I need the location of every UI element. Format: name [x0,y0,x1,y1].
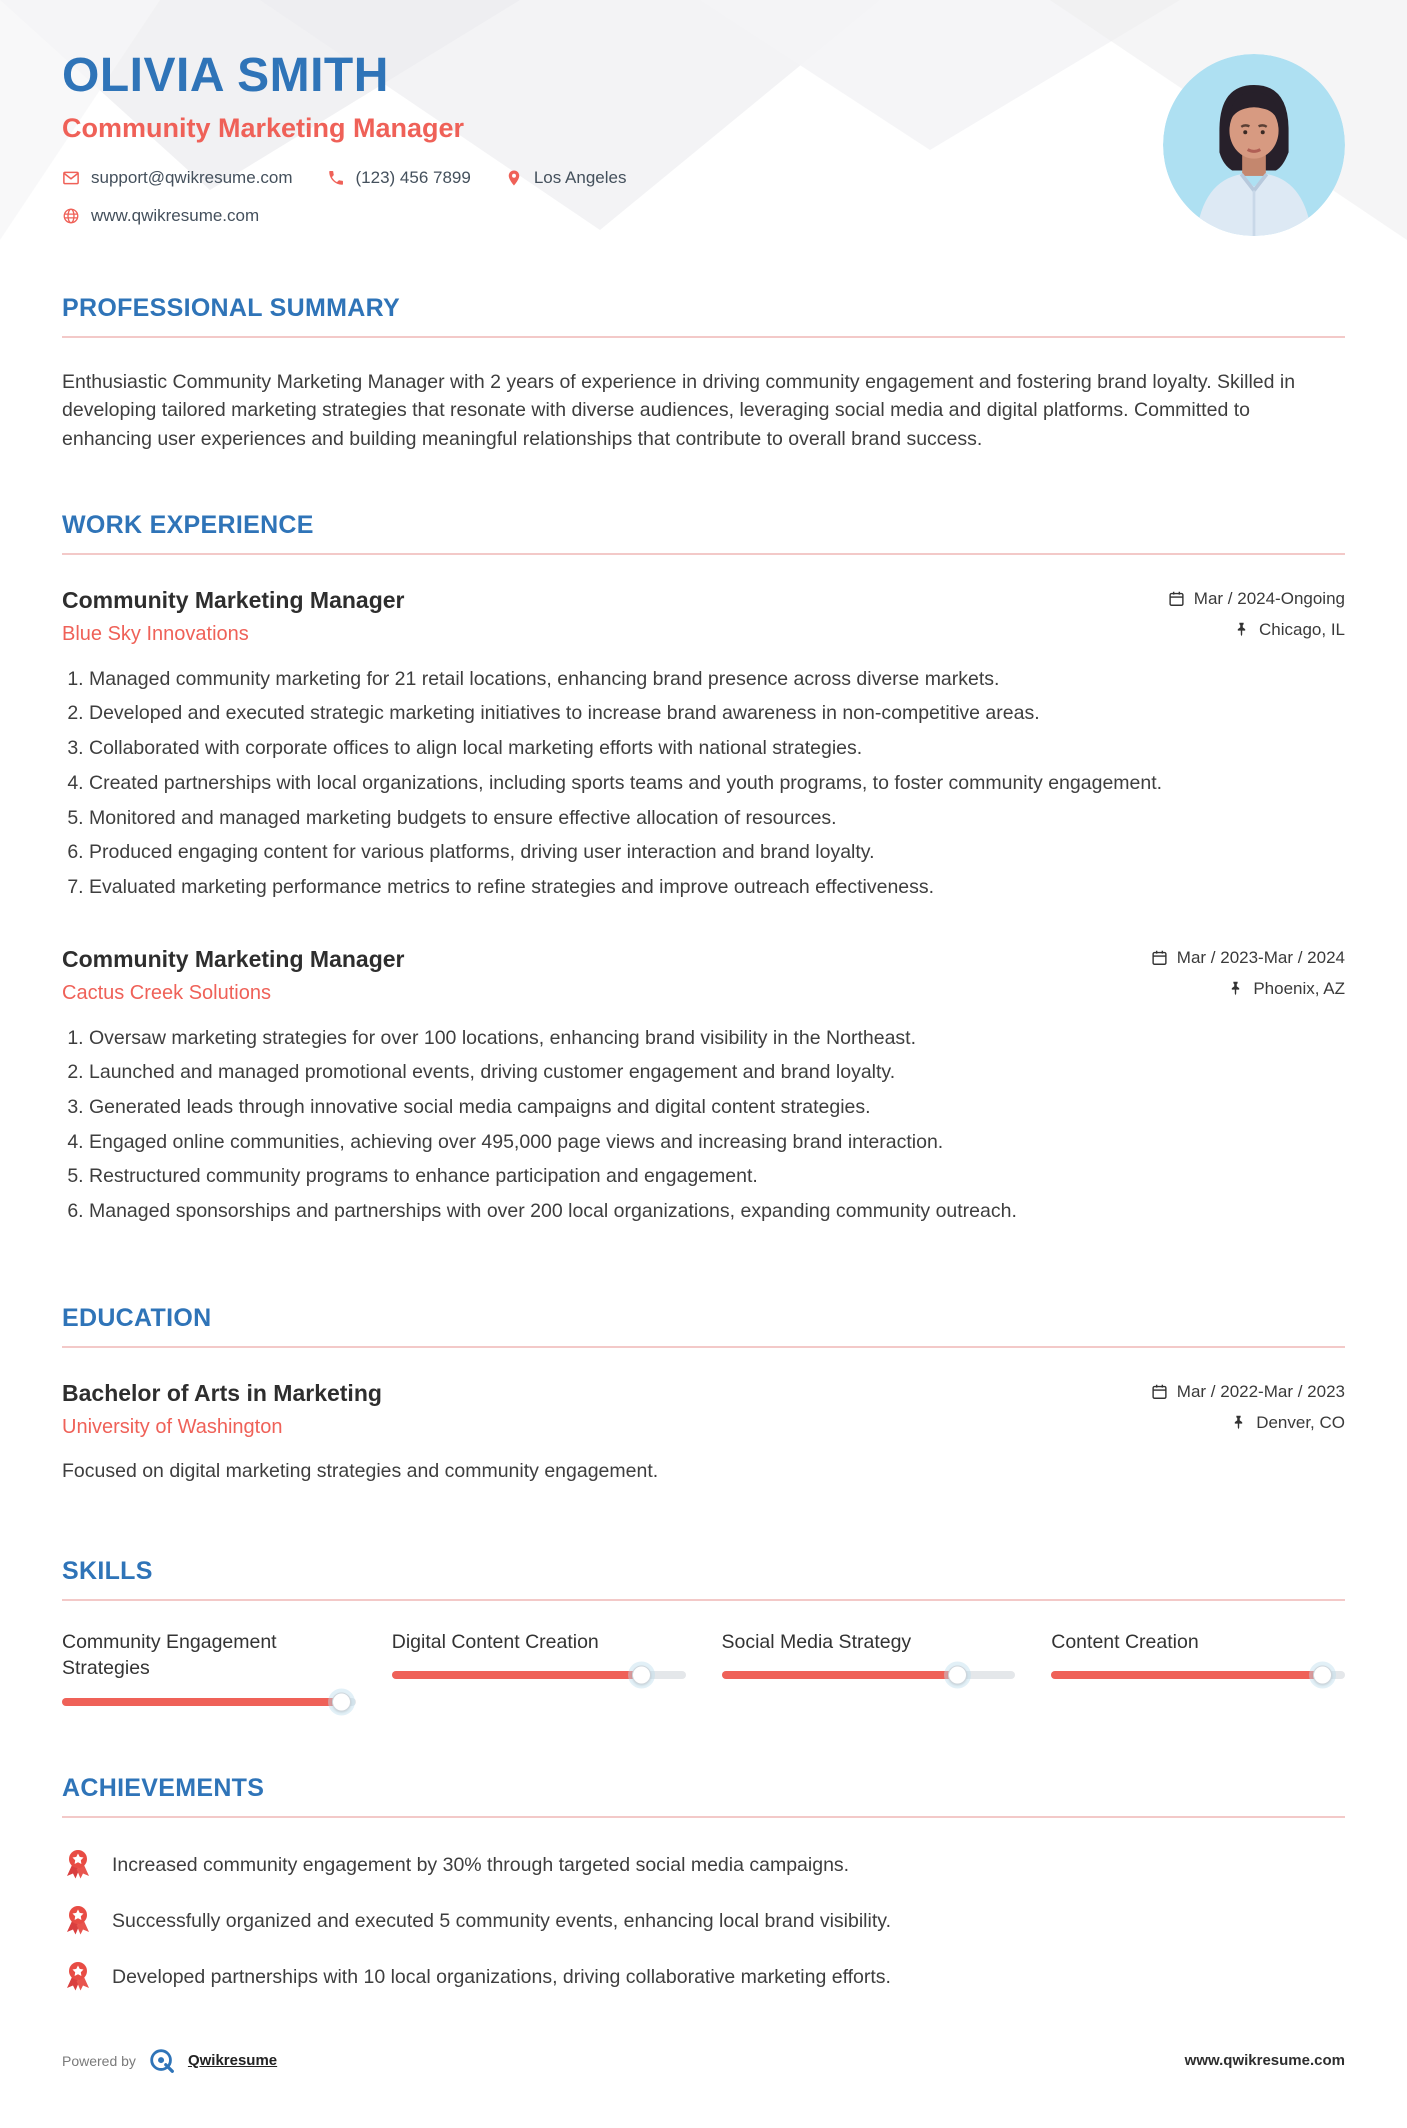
phone-icon [327,169,345,187]
job-bullet: 1. Managed community marketing for 21 retail locations, enhancing brand presence across diverse markets. [89,666,1345,694]
education-title-block [62,1380,382,1439]
skill-item [392,1629,686,1679]
job-location [1168,620,1345,640]
job-header [62,946,1345,1005]
skill-item [722,1629,1016,1679]
section-divider [62,336,1345,338]
skill-name: Community Engagement Strategies [62,1631,277,1680]
header-identity [62,48,626,226]
education-meta [1151,1380,1345,1433]
pushpin-icon [1230,1414,1247,1431]
job-bullet: 3. Collaborated with corporate offices to align local marketing efforts with national strategies. [89,735,1345,763]
job-bullet-list [62,1025,1345,1226]
section-skills [62,1557,1345,1706]
contact-email[interactable] [62,168,293,188]
pushpin-icon [1227,980,1244,997]
contact-email-text: support@qwikresume.com [91,168,293,187]
skill-item [62,1629,356,1706]
education-heading: EDUCATION [62,1303,212,1332]
avatar [1163,54,1345,236]
skill-fill [722,1671,957,1679]
job-title: Community Marketing Manager [62,586,405,613]
section-divider [62,553,1345,555]
job-location [1151,979,1345,999]
award-ribbon-icon [62,1960,94,1992]
job-bullet: 1. Oversaw marketing strategies for over 100 locations, enhancing brand visibility in the Northeast. [89,1025,1345,1053]
envelope-icon [62,169,80,187]
skill-knob [632,1666,651,1685]
job-bullet: 7. Evaluated marketing performance metrics to refine strategies and improve outreach effectiveness. [89,874,1345,902]
skill-bar [1051,1671,1345,1679]
candidate-name: OLIVIA SMITH [62,49,389,102]
contact-website-text: www.qwikresume.com [91,206,260,225]
section-divider [62,1599,1345,1601]
globe-icon [62,207,80,225]
job-bullet: 3. Generated leads through innovative social media campaigns and digital content strategies. [89,1094,1345,1122]
section-divider [62,1816,1345,1818]
powered-by-label: Powered by [62,2052,136,2069]
job-entry [62,946,1345,1226]
job-title: Community Marketing Manager [62,945,405,972]
skill-fill [1051,1671,1321,1679]
skill-name: Digital Content Creation [391,1631,599,1653]
map-pin-icon [505,169,523,187]
job-bullet: 6. Produced engaging content for various platforms, driving user interaction and brand loyalty. [89,839,1345,867]
candidate-title: Community Marketing Manager [62,113,465,143]
skill-name: Social Media Strategy [721,1631,912,1653]
contact-website[interactable] [62,206,259,226]
calendar-icon [1168,590,1185,607]
job-location-text: Chicago, IL [1259,619,1345,639]
section-divider [62,1346,1345,1348]
degree: Bachelor of Arts in Marketing [62,1379,382,1406]
job-dates [1151,948,1345,968]
job-location-text: Phoenix, AZ [1253,978,1345,998]
job-bullet: 5. Monitored and managed marketing budgets to ensure effective allocation of resources. [89,805,1345,833]
contact-location-text: Los Angeles [533,168,627,187]
skill-bar [722,1671,1016,1679]
education-dates-text: Mar / 2022-Mar / 2023 [1176,1381,1345,1401]
skill-item [1051,1629,1345,1679]
job-meta [1168,587,1345,640]
skill-knob [332,1692,351,1711]
skill-fill [62,1698,341,1706]
education-location [1151,1413,1345,1433]
job-bullet: 4. Engaged online communities, achieving over 495,000 page views and increasing brand interaction. [89,1129,1345,1157]
section-achievements [62,1774,1345,1992]
contact-location [505,168,627,188]
job-title-block [62,946,405,1005]
qwikresume-logo [147,2046,177,2076]
avatar-illustration [1163,54,1345,236]
job-company: Blue Sky Innovations [62,622,249,645]
job-bullet: 6. Managed sponsorships and partnerships with over 200 local organizations, expanding community outreach. [89,1198,1345,1226]
achievement-text: Increased community engagement by 30% through targeted social media campaigns. [112,1853,850,1876]
qwikresume-link[interactable]: Qwikresume [187,2052,278,2070]
section-education [62,1304,1345,1485]
contact-phone [327,168,471,188]
experience-heading: WORK EXPERIENCE [62,510,314,539]
skills-heading: SKILLS [62,1557,153,1585]
achievements-list [62,1848,1345,1992]
calendar-icon [1151,1383,1168,1400]
education-location-text: Denver, CO [1256,1412,1345,1432]
calendar-icon [1151,949,1168,966]
section-experience [62,511,1345,1226]
skills-grid [62,1629,1345,1706]
achievement-item [62,1848,1345,1880]
job-title-block [62,587,405,646]
job-dates-text: Mar / 2023-Mar / 2024 [1176,947,1345,967]
job-bullet: 4. Created partnerships with local organizations, including sports teams and youth programs, to foster community engagement. [89,770,1345,798]
job-entry [62,587,1345,902]
contact-row-2 [62,206,626,226]
job-bullet: 2. Developed and executed strategic marketing initiatives to increase brand awareness in non-competitive areas. [89,700,1345,728]
contact-phone-text: (123) 456 7899 [355,168,471,187]
education-header [62,1380,1345,1439]
education-description: Focused on digital marketing strategies and community engagement. [62,1459,659,1482]
resume-header [62,0,1345,236]
pushpin-icon [1233,621,1250,638]
job-dates [1168,589,1345,609]
award-ribbon-icon [62,1904,94,1936]
education-entry [62,1380,1345,1485]
education-dates [1151,1382,1345,1402]
section-summary [62,294,1345,453]
job-bullet-list [62,666,1345,902]
skill-fill [392,1671,642,1679]
job-meta [1151,946,1345,999]
school: University of Washington [62,1415,283,1438]
achievement-item [62,1960,1345,1992]
summary-text: Enthusiastic Community Marketing Manager with 2 years of experience in driving community engagement and fostering brand loyalty. Skilled in developing tailored marketing strategies that resonate with diverse audiences, leveraging social media and digital platforms. Committed to enhancing user experiences and building meaningful relationships that contribute to overall brand success. [62,371,1296,450]
achievements-heading: ACHIEVEMENTS [62,1773,265,1802]
skill-bar [62,1698,356,1706]
achievement-text: Successfully organized and executed 5 community events, enhancing local brand visibility. [112,1909,891,1932]
skill-name: Content Creation [1051,1631,1199,1653]
job-dates-text: Mar / 2024-Ongoing [1193,588,1345,608]
summary-heading: PROFESSIONAL SUMMARY [62,294,400,322]
skill-bar [392,1671,686,1679]
contact-row-1 [62,168,626,188]
job-bullet: 2. Launched and managed promotional events, driving customer engagement and brand loyalty. [89,1059,1345,1087]
skill-knob [1313,1666,1332,1685]
footer-branding [62,2046,277,2076]
page-footer [0,2016,1407,2128]
job-header [62,587,1345,646]
job-bullet: 5. Restructured community programs to enhance participation and engagement. [89,1163,1345,1191]
achievement-item [62,1904,1345,1936]
award-ribbon-icon [62,1848,94,1880]
job-company: Cactus Creek Solutions [62,981,271,1004]
achievement-text: Developed partnerships with 10 local organizations, driving collaborative marketing efforts. [112,1965,891,1988]
footer-website[interactable]: www.qwikresume.com [1184,2052,1345,2070]
skill-knob [948,1666,967,1685]
